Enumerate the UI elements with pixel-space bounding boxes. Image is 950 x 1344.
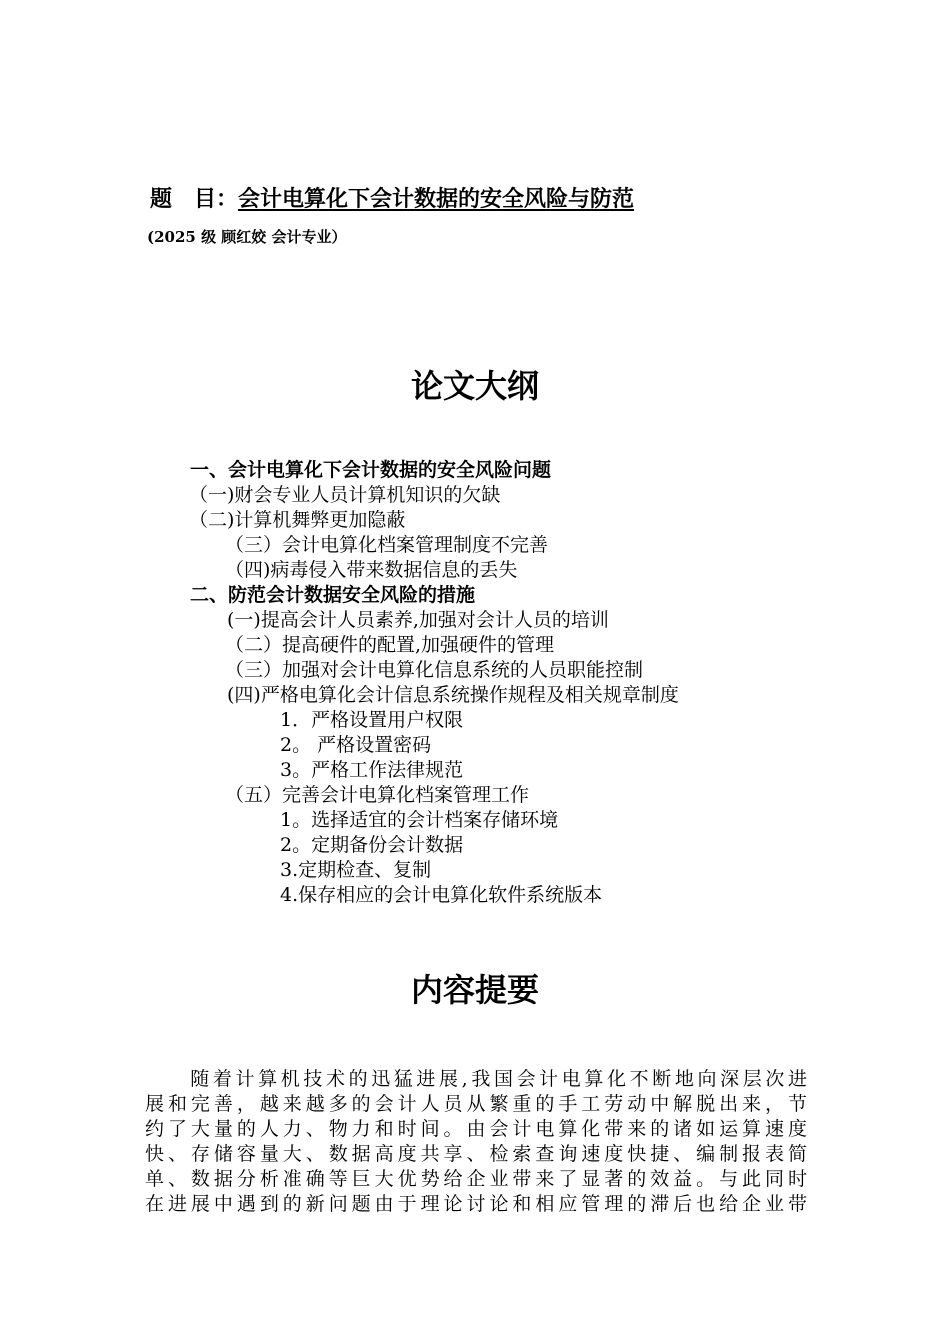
outline-item: （二）提高硬件的配置,加强硬件的管理	[225, 634, 555, 656]
abstract-body	[145, 1067, 807, 1217]
outline-item: 3.定期检查、复制	[280, 859, 432, 881]
outline-item: (一)提高会计人员素养,加强对会计人员的培训	[227, 609, 609, 631]
thesis-title-line	[150, 184, 634, 214]
outline-item: 2。定期备份会计数据	[280, 834, 464, 856]
abstract-line: 在进展中遇到的新问题由于理论讨论和相应管理的滞后也给企业带	[145, 1193, 807, 1215]
outline-item: （四)病毒侵入带来数据信息的丢失	[225, 559, 518, 581]
abstract-line: 单、数据分析准确等巨大优势给企业带来了显著的效益。与此同时	[145, 1168, 807, 1190]
outline-item: 3。严格工作法律规范	[280, 759, 464, 781]
outline-item: （一)财会专业人员计算机知识的欠缺	[189, 484, 501, 506]
outline-item: 一、会计电算化下会计数据的安全风险问题	[190, 459, 552, 481]
outline-item: 1。选择适宜的会计档案存储环境	[280, 809, 559, 831]
abstract-line: 展和完善，越来越多的会计人员从繁重的手工劳动中解脱出来，节	[145, 1093, 807, 1115]
outline-item: （三）会计电算化档案管理制度不完善	[225, 534, 549, 556]
outline-item: 1．严格设置用户权限	[280, 709, 464, 731]
outline-item: （五）完善会计电算化档案管理工作	[225, 784, 530, 806]
thesis-title: 会计电算化下会计数据的安全风险与防范	[238, 186, 635, 212]
outline-item: 二、防范会计数据安全风险的措施	[190, 584, 476, 606]
outline-item: 4.保存相应的会计电算化软件系统版本	[280, 884, 603, 906]
outline-heading: 论文大纲	[410, 367, 539, 405]
outline-item: （三）加强对会计电算化信息系统的人员职能控制	[225, 659, 644, 681]
abstract-heading: 内容提要	[410, 971, 539, 1009]
abstract-line: 随着计算机技术的迅猛进展,我国会计电算化不断地向深层次进	[145, 1068, 807, 1090]
outline-item: 2。 严格设置密码	[280, 734, 432, 756]
abstract-line: 快、存储容量大、数据高度共享、检索查询速度快捷、编制报表简	[145, 1143, 807, 1165]
title-label: 题 目：	[150, 186, 239, 212]
outline-item: (四)严格电算化会计信息系统操作规程及相关规章制度	[227, 684, 679, 706]
author-info: (2025 级 顾红姣 会计专业）	[147, 228, 347, 246]
abstract-line: 约了大量的人力、物力和时间。由会计电算化带来的诸如运算速度	[145, 1118, 807, 1140]
outline-item: （二)计算机舞弊更加隐蔽	[189, 509, 406, 531]
